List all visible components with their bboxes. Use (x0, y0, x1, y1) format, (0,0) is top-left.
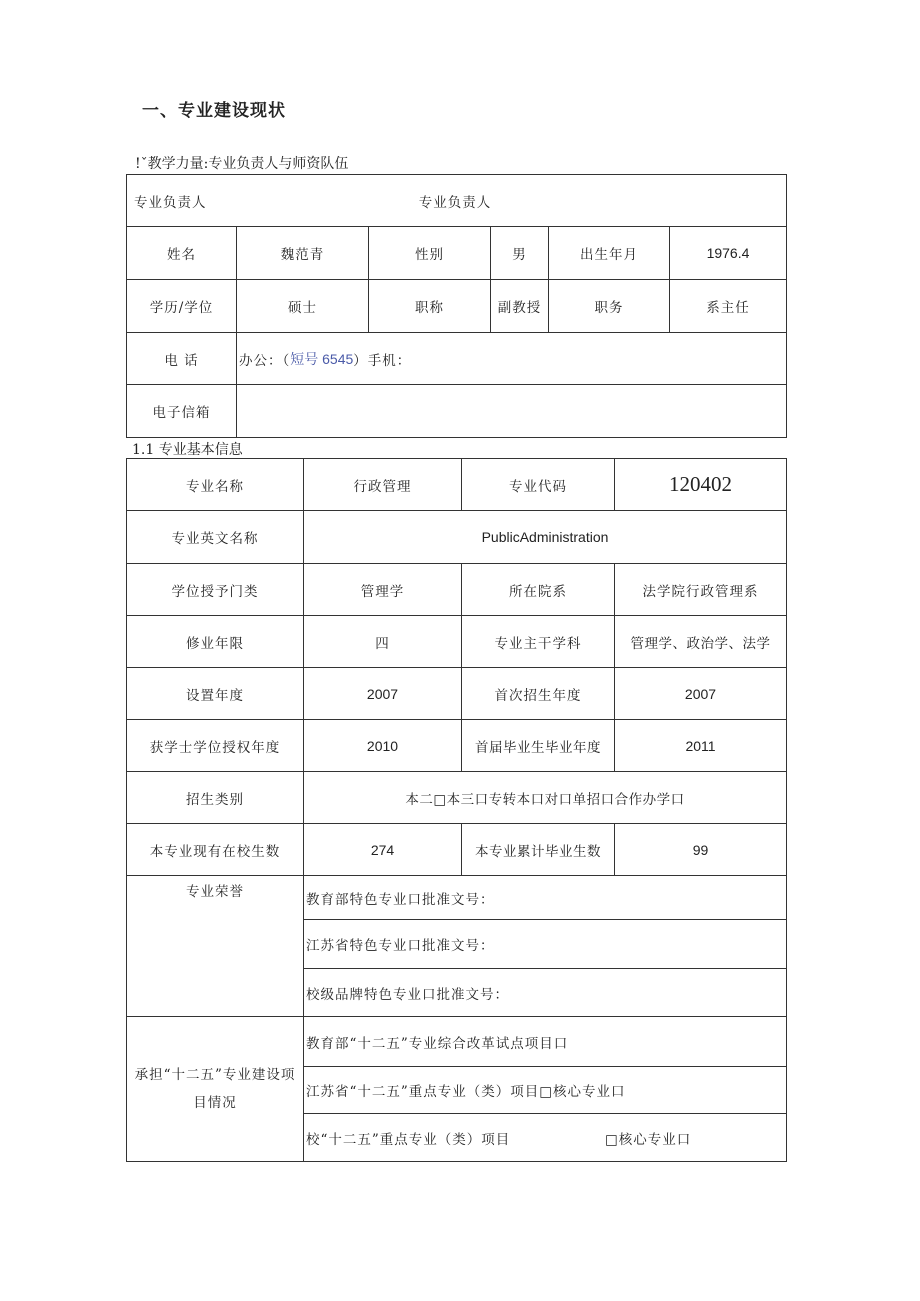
phone-label: 电 话 (164, 352, 199, 369)
phone-suffix: ）手机： (353, 352, 412, 369)
project-item: 教育部“十二五”专业综合改革试点项目口 (306, 1035, 569, 1052)
students-label: 本专业现有在校生数 (149, 843, 281, 860)
projects-label-text: 承担“十二五”专业建设项目情况 (134, 1067, 296, 1111)
degree-category-value: 管理学 (360, 583, 405, 600)
section-title-teaching: !ˇ教学力量:专业负责人与师资队伍 (135, 156, 349, 172)
set-year-label: 设置年度 (186, 687, 244, 704)
honor-label: 专业荣誉 (186, 884, 244, 900)
project-item-core: □核心专业口 (605, 1131, 692, 1148)
graduates-value: 99 (692, 841, 709, 858)
major-name-value: 行政管理 (353, 478, 412, 495)
name-label: 姓名 (167, 247, 196, 263)
english-name-label: 专业英文名称 (171, 531, 259, 547)
honor-item: 江苏省特色专业口批准文号： (306, 938, 495, 954)
department-label: 所在院系 (509, 583, 567, 600)
degree-year-value: 2010 (366, 737, 399, 754)
title-label: 职称 (415, 300, 444, 316)
honor-item: 教育部特色专业口批准文号： (306, 891, 495, 908)
gender-label: 性别 (415, 247, 444, 263)
name-value: 魏范青 (280, 247, 325, 263)
department-value: 法学院行政管理系 (642, 583, 759, 600)
degree-value: 硕士 (288, 300, 317, 316)
graduates-label: 本专业累计毕业生数 (475, 843, 601, 860)
title-value: 副教授 (497, 300, 542, 316)
first-enroll-label: 首次招生年度 (494, 687, 582, 704)
projects-label (127, 1017, 303, 1161)
set-year-value: 2007 (366, 685, 399, 702)
email-value (237, 385, 786, 437)
degree-label: 学历/学位 (149, 300, 214, 316)
email-label: 电子信箱 (152, 405, 211, 421)
degree-category-label: 学位授予门类 (171, 583, 259, 600)
major-code-value: 120402 (669, 472, 732, 496)
degree-year-label: 获学士学位授权年度 (149, 739, 281, 756)
leader-row-label: 专业负责人 (134, 194, 207, 211)
years-value: 四 (375, 635, 390, 652)
years-label: 修业年限 (186, 635, 244, 652)
section-heading: 一、专业建设现状 (142, 101, 286, 121)
birth-label: 出生年月 (580, 247, 638, 263)
first-grad-label: 首届毕业生毕业年度 (475, 739, 601, 756)
section-title-basic-info: 1.1 专业基本信息 (132, 442, 243, 458)
major-code-label: 专业代码 (509, 478, 567, 495)
phone-prefix: 办公：（ (239, 352, 291, 369)
birth-value: 1976.4 (706, 245, 750, 261)
enroll-type-label: 招生类别 (186, 791, 244, 808)
project-item: 江苏省“十二五”重点专业（类）项目□核心专业口 (306, 1084, 626, 1100)
leader-row-value: 专业负责人 (418, 194, 492, 211)
discipline-label: 专业主干学科 (494, 635, 582, 652)
major-name-label: 专业名称 (186, 478, 244, 495)
gender-value: 男 (512, 247, 527, 263)
phone-short: 短号 6545 (290, 350, 354, 367)
english-name-value: PublicAdministration (481, 529, 609, 545)
honor-item: 校级品牌特色专业口批准文号： (306, 986, 509, 1003)
project-item: 校“十二五”重点专业（类）项目 (306, 1131, 511, 1148)
first-grad-value: 2011 (685, 737, 716, 754)
discipline-value: 管理学、政治学、法学 (630, 635, 771, 652)
enroll-type-value: 本二□本三口专转本口对口单招口合作办学口 (405, 791, 685, 808)
students-value: 274 (370, 841, 395, 858)
position-label: 职务 (594, 300, 624, 316)
first-enroll-value: 2007 (684, 685, 717, 702)
phone-value (237, 333, 637, 384)
position-value: 系主任 (706, 300, 750, 316)
